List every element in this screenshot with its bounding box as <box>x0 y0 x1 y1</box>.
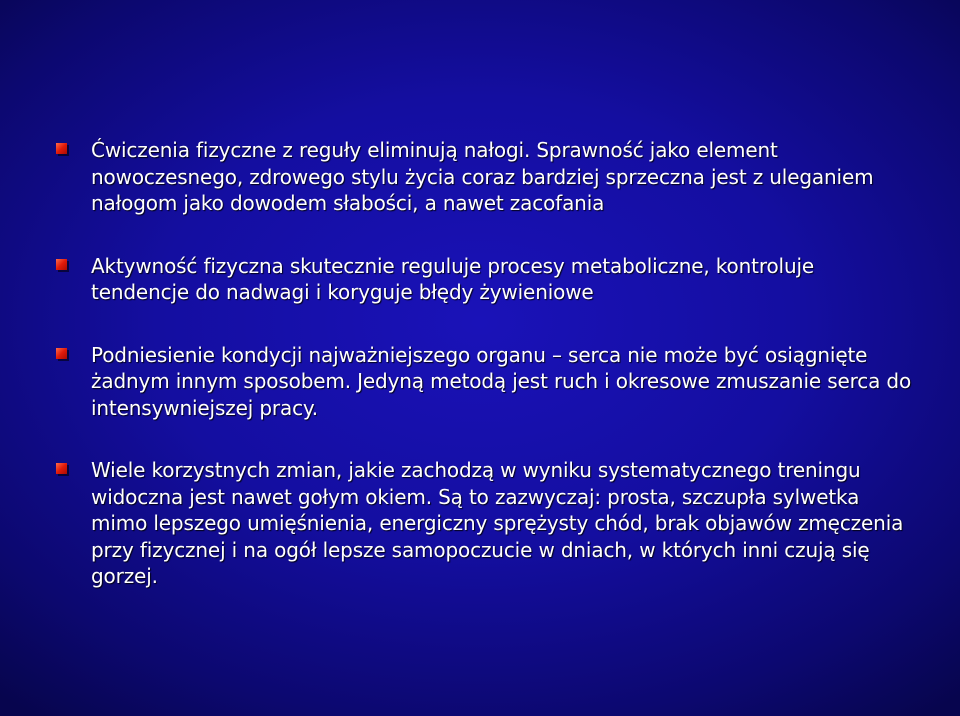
square-bullet-icon <box>56 348 67 359</box>
square-bullet-icon <box>56 259 67 270</box>
bullet-text: Podniesienie kondycji najważniejszego organu – serca nie może być osiągnięte żadnym innym sposobem. Jedyną metodą jest ruch i okresowe zmuszanie serca do intensywniejszej pracy. <box>91 342 912 420</box>
bullet-text: Wiele korzystnych zmian, jakie zachodzą w wyniku systematycznego treningu widoczna jest nawet gołym okiem. Są to zazwyczaj: prosta, szczupła sylwetka mimo lepszego umięśnienia, energiczny sprężysty chód, brak objawów zmęczenia przy fizycznej i na ogół lepsze samopoczucie w dniach, w których inni czują się gorzej. <box>91 458 904 588</box>
bullet-item <box>56 342 916 422</box>
bullet-list <box>56 137 916 590</box>
bullet-text: Ćwiczenia fizyczne z reguły eliminują nałogi. Sprawność jako element nowoczesnego, zdrowego stylu życia coraz bardziej sprzeczna jest z uleganiem nałogom jako dowodem słabości, a nawet zacofania <box>91 138 874 215</box>
bullet-item <box>56 253 916 306</box>
square-bullet-icon <box>56 143 67 154</box>
square-bullet-icon <box>56 463 67 474</box>
bullet-text: Aktywność fizyczna skutecznie reguluje procesy metaboliczne, kontroluje tendencje do nadwagi i koryguje błędy żywieniowe <box>91 253 815 304</box>
bullet-item <box>56 137 916 217</box>
bullet-item <box>56 457 916 590</box>
